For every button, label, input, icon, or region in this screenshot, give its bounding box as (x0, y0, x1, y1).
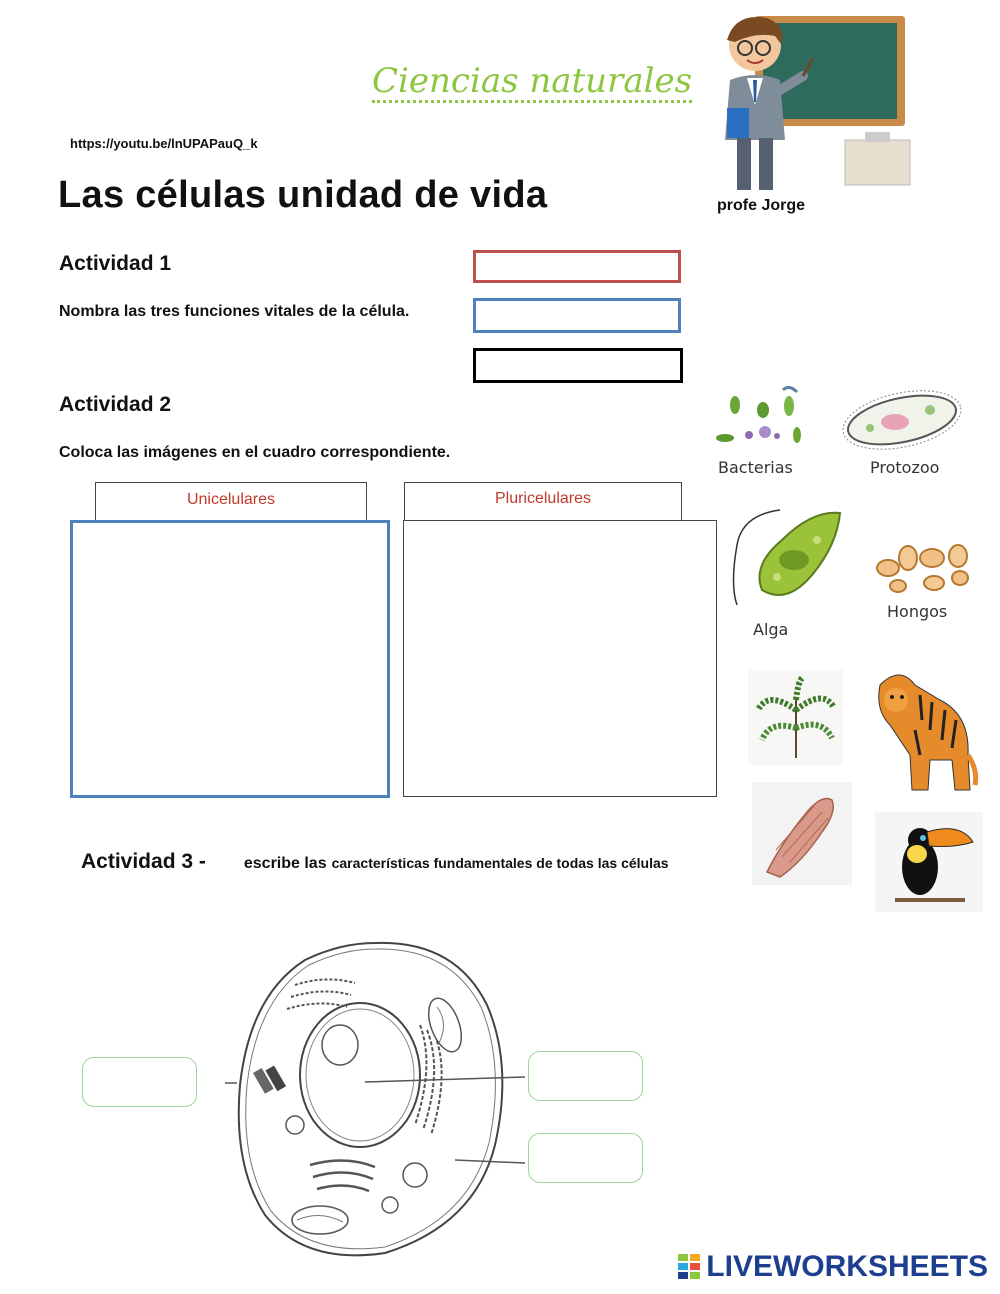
bacterias-card[interactable] (705, 380, 810, 480)
protozoo-label: Protozoo (870, 458, 940, 477)
hongos-card[interactable] (870, 528, 980, 628)
unicelulares-label: Unicelulares (186, 491, 276, 508)
subject-title: Ciencias naturales (372, 61, 693, 101)
pluricelulares-label: Pluricelulares (494, 490, 592, 507)
author-name: profe Jorge (717, 197, 806, 214)
activity3-heading: Actividad 3 - (81, 850, 206, 873)
hongos-icon (870, 528, 980, 598)
teacher-illustration (705, 10, 915, 195)
activity3-instruction-prefix: escribe las (243, 855, 327, 872)
activity3-instruction-rest: características fundamentales de todas las células (331, 855, 669, 871)
video-link[interactable]: https://youtu.be/lnUPAPauQ_k (70, 136, 258, 151)
protozoo-icon (840, 380, 970, 460)
answer-box-1[interactable] (473, 250, 681, 283)
activity1-heading: Actividad 1 (59, 252, 172, 275)
muscle-tissue-image[interactable] (752, 782, 852, 885)
liveworksheets-icon (678, 1254, 700, 1280)
fern-image[interactable] (748, 670, 843, 765)
animal-cell-diagram (225, 935, 525, 1265)
activity3-line (81, 850, 669, 874)
activity1-instruction: Nombra las tres funciones vitales de la célula. (59, 303, 410, 320)
tab-pluricelulares (404, 482, 682, 522)
answer-box-2[interactable] (473, 298, 681, 333)
hongos-label: Hongos (887, 602, 948, 621)
alga-icon (722, 505, 847, 620)
tiger-image[interactable] (860, 660, 982, 798)
liveworksheets-brand: LIVEWORKSHEETS (706, 1250, 988, 1283)
protozoo-card[interactable] (840, 380, 970, 480)
drop-zone-pluricelulares[interactable] (403, 520, 717, 797)
liveworksheets-logo (678, 1250, 988, 1284)
toucan-image[interactable] (875, 812, 983, 912)
tab-unicelulares (95, 482, 367, 522)
activity2-instruction: Coloca las imágenes en el cuadro correspondiente. (59, 444, 451, 461)
cell-label-box-2[interactable] (528, 1051, 643, 1101)
bacteria-icon (705, 380, 810, 460)
activity2-heading: Actividad 2 (59, 393, 172, 416)
cell-label-box-3[interactable] (528, 1133, 643, 1183)
answer-box-3[interactable] (473, 348, 683, 383)
drop-zone-unicelulares[interactable] (70, 520, 390, 798)
alga-label: Alga (753, 620, 789, 639)
alga-card[interactable] (722, 505, 847, 645)
page-title: Las células unidad de vida (58, 174, 548, 216)
bacterias-label: Bacterias (718, 458, 793, 477)
cell-label-box-1[interactable] (82, 1057, 197, 1107)
